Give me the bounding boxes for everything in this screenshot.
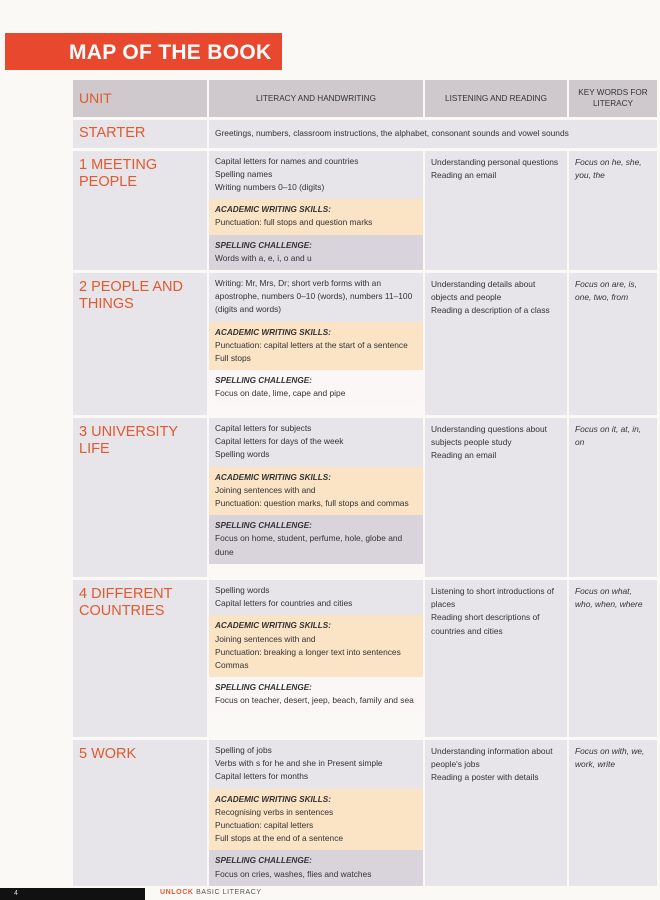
literacy-line: Verbs with s for he and she in Present simple [215, 758, 383, 769]
listening-cell [424, 416, 568, 578]
listening-cell [424, 578, 568, 738]
spelling-challenge [209, 370, 423, 405]
unit-name: 2 PEOPLE AND THINGS [73, 271, 208, 416]
page-footer [0, 888, 660, 900]
spelling-line: Focus on home, student, perfume, hole, globe and dune [215, 533, 403, 557]
aws-heading: ACADEMIC WRITING SKILLS: [215, 794, 331, 804]
footer-brand-name: UNLOCK [160, 889, 194, 896]
literacy-points [209, 273, 423, 322]
aws-heading: ACADEMIC WRITING SKILLS: [215, 621, 331, 631]
listening-cell [424, 738, 568, 885]
literacy-points [209, 151, 423, 200]
academic-writing-skills [209, 199, 423, 234]
listening-cell [424, 149, 568, 271]
spelling-line: Words with a, e, i, o and u [215, 252, 312, 263]
footer-brand-subtitle: BASIC LITERACY [196, 889, 262, 896]
literacy-cell [208, 738, 424, 885]
aws-line: Punctuation: full stops and question marks [215, 217, 373, 228]
starter-row [73, 118, 658, 149]
spelling-heading: SPELLING CHALLENGE: [215, 376, 312, 386]
aws-line: Punctuation: capital letters [215, 819, 314, 830]
spelling-challenge [209, 677, 423, 712]
keywords-cell: Focus on he, she, you, the [568, 149, 658, 271]
spelling-heading: SPELLING CHALLENGE: [215, 683, 312, 693]
literacy-line: Capital letters for months [215, 771, 309, 782]
academic-writing-skills [209, 467, 423, 516]
spelling-challenge [209, 515, 423, 564]
listening-line: Reading a description of a class [431, 305, 550, 316]
literacy-cell [208, 271, 424, 416]
header-listening: LISTENING AND READING [424, 80, 568, 118]
listening-line: Understanding information about people's jobs [431, 745, 553, 770]
page-number: 4 [0, 888, 145, 900]
listening-line: Reading short descriptions of countries and cities [431, 612, 540, 636]
literacy-cell [208, 149, 424, 271]
aws-line: Joining sentences with and [215, 633, 316, 644]
unit-row [73, 416, 658, 578]
literacy-line: Spelling names [215, 168, 273, 179]
keywords-cell: Focus on what, who, when, where [568, 578, 658, 738]
literacy-cell [208, 416, 424, 578]
literacy-line: Writing numbers 0–10 (digits) [215, 181, 325, 192]
literacy-points [209, 580, 423, 615]
literacy-line: Writing: Mr, Mrs, Dr; short verb forms with an apostrophe, numbers 0–10 (words), numbers 11–100 (digits and words) [215, 277, 413, 315]
aws-heading: ACADEMIC WRITING SKILLS: [215, 327, 331, 337]
unit-name: 1 MEETING PEOPLE [73, 149, 208, 271]
spelling-line: Focus on date, lime, cape and pipe [215, 388, 346, 399]
listening-line: Reading an email [431, 450, 497, 461]
aws-line: Full stops at the end of a sentence [215, 833, 344, 844]
unit-name: 3 UNIVERSITY LIFE [73, 416, 208, 578]
aws-line: Punctuation: capital letters at the start of a sentence [215, 339, 408, 350]
spelling-line: Focus on teacher, desert, jeep, beach, family and sea [215, 695, 414, 706]
listening-cell [424, 271, 568, 416]
unit-row [73, 149, 658, 271]
academic-writing-skills [209, 789, 423, 851]
unit-name: 4 DIFFERENT COUNTRIES [73, 578, 208, 738]
header-keywords: KEY WORDS FOR LITERACY [568, 80, 658, 118]
footer-brand [160, 889, 262, 896]
literacy-line: Capital letters for countries and cities [215, 598, 353, 609]
aws-line: Commas [215, 659, 249, 670]
aws-line: Full stops [215, 352, 251, 363]
literacy-line: Capital letters for names and countries [215, 155, 359, 166]
aws-heading: ACADEMIC WRITING SKILLS: [215, 472, 331, 482]
literacy-line: Spelling words [215, 584, 270, 595]
unit-row [73, 578, 658, 738]
spelling-challenge [209, 235, 423, 270]
listening-line: Understanding personal questions [431, 156, 559, 167]
aws-line: Punctuation: breaking a longer text into sentences [215, 646, 401, 657]
spelling-heading: SPELLING CHALLENGE: [215, 240, 312, 250]
starter-description: Greetings, numbers, classroom instructions, the alphabet, consonant sounds and vowel sounds [208, 118, 658, 149]
literacy-cell [208, 578, 424, 738]
keywords-cell: Focus on are, is, one, two, from [568, 271, 658, 416]
literacy-points [209, 418, 423, 467]
keywords-cell: Focus on it, at, in, on [568, 416, 658, 578]
aws-heading: ACADEMIC WRITING SKILLS: [215, 205, 331, 215]
aws-line: Joining sentences with and [215, 484, 316, 495]
unit-row [73, 271, 658, 416]
literacy-line: Capital letters for days of the week [215, 436, 344, 447]
spelling-line: Focus on cries, washes, flies and watches [215, 868, 372, 879]
listening-line: Listening to short introductions of places [431, 585, 554, 610]
academic-writing-skills [209, 322, 423, 371]
header-row [73, 80, 658, 118]
listening-line: Understanding questions about subjects people study [431, 423, 547, 448]
unit-name: STARTER [73, 118, 208, 149]
literacy-line: Spelling words [215, 449, 270, 460]
keywords-cell: Focus on with, we, work, write [568, 738, 658, 885]
aws-line: Punctuation: question marks, full stops and commas [215, 497, 409, 508]
header-unit: UNIT [73, 80, 208, 118]
literacy-line: Spelling of jobs [215, 744, 272, 755]
academic-writing-skills [209, 615, 423, 677]
page-title: MAP OF THE BOOK [5, 33, 282, 70]
unit-row [73, 738, 658, 885]
spelling-challenge [209, 850, 423, 885]
header-literacy: LITERACY AND HANDWRITING [208, 80, 424, 118]
spelling-heading: SPELLING CHALLENGE: [215, 856, 312, 866]
aws-line: Recognising verbs in sentences [215, 806, 334, 817]
literacy-points [209, 740, 423, 789]
listening-line: Reading an email [431, 169, 497, 180]
literacy-line: Capital letters for subjects [215, 422, 312, 433]
unit-name: 5 WORK [73, 738, 208, 885]
listening-line: Reading a poster with details [431, 772, 539, 783]
listening-line: Understanding details about objects and people [431, 278, 536, 303]
spelling-heading: SPELLING CHALLENGE: [215, 521, 312, 531]
map-of-book-table [73, 80, 659, 886]
